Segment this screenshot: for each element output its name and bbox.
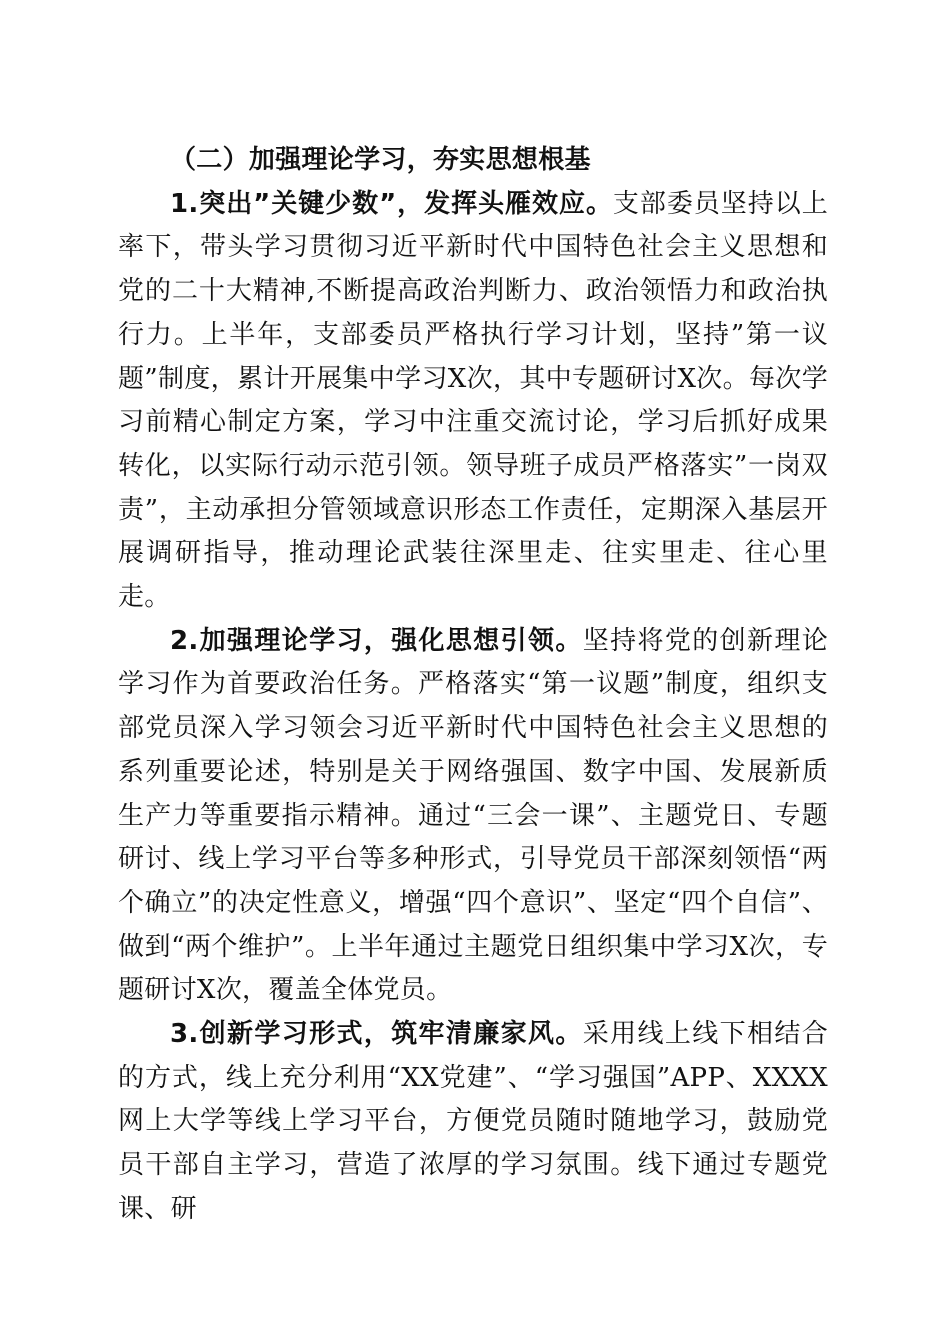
paragraph-1 — [118, 183, 828, 620]
paragraph-1-body: 支部委员坚持以上率下，带头学习贯彻习近平新时代中国特色社会主义思想和党的二十大精神,不断提高政治判断力、政治领悟力和政治执行力。上半年，支部委员严格执行学习计划，坚持”第一议题”制度，累计开展集中学习X次，其中专题研讨X次。每次学习前精心制定方案，学习中注重交流讨论，学习后抓好成果转化，以实际行动示范引领。领导班子成员严格落实”一岗双责”，主动承担分管领域意识形态工作责任，定期深入基层开展调研指导，推动理论武装往深里走、往实里走、往心里走。 — [118, 188, 829, 613]
section-heading: （二）加强理论学习，夯实思想根基 — [170, 145, 591, 175]
paragraph-2-body: 坚持将党的创新理论学习作为首要政治任务。严格落实“第一议题”制度，组织支部党员深入学习领会习近平新时代中国特色社会主义思想的系列重要论述，特别是关于网络强国、数字中国、发展新质生产力等重要指示精神。通过“三会一课”、主题党日、专题研讨、线上学习平台等多种形式，引导党员干部深刻领悟“两个确立”的决定性意义，增强“四个意识”、坚定“四个自信”、做到“两个维护”。上半年通过主题党日组织集中学习X次，专题研讨X次，覆盖全体党员。 — [118, 625, 828, 1006]
paragraph-2-lead: 2.加强理论学习，强化思想引领。 — [170, 625, 583, 656]
paragraph-3-body: 采用线上线下相结合的方式，线上充分利用“XX党建”、“学习强国”APP、XXXX网上大学等线上学习平台，方便党员随时随地学习，鼓励党员干部自主学习，营造了浓厚的学习氛围。线下通过专题党课、研 — [118, 1019, 828, 1224]
paragraph-1-lead: 1.突出”关键少数”，发挥头雁效应。 — [170, 188, 613, 219]
document-body — [118, 139, 828, 1232]
paragraph-3 — [118, 1013, 828, 1232]
paragraph-3-lead: 3.创新学习形式，筑牢清廉家风。 — [170, 1019, 583, 1050]
paragraph-2 — [118, 620, 828, 1013]
